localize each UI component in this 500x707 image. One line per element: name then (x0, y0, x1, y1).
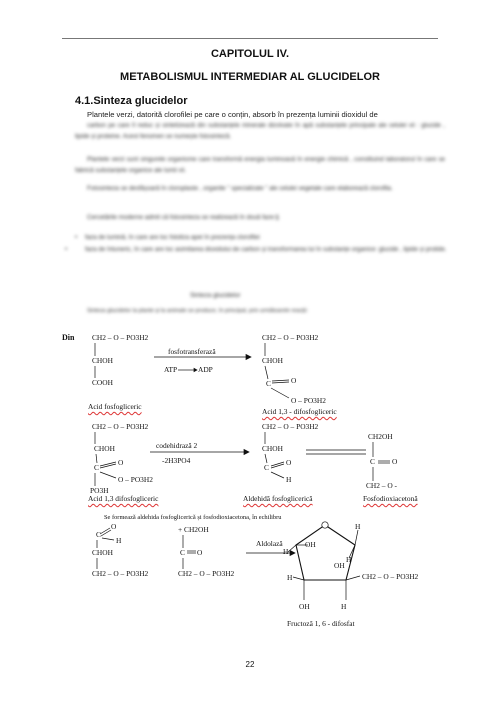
r1-right-line1: CH2 – O – PO3H2 (262, 333, 319, 342)
r3-left-c: C (96, 530, 101, 539)
ring-h-left: H (283, 547, 289, 556)
subheading: Sinteza glucidelor (190, 292, 241, 299)
r2-byproduct: -2H3PO4 (162, 456, 191, 465)
paragraph-first-line: Plantele verzi, datorită clorofilei pe care o conțin, absorb în prezența luminii dioxidul de (87, 110, 378, 119)
ring-h-inner: H (346, 555, 352, 564)
r2-left-oph: O – PO3H2 (118, 475, 153, 484)
ring-oh-left: OH (305, 540, 316, 549)
r2-mid-c: C (264, 463, 269, 472)
din-label: Din (62, 333, 75, 342)
r2-left-line2: CHOH (94, 444, 115, 453)
r1-left-line1: CH2 – O – PO3H2 (92, 333, 149, 342)
r1-right-o: O (291, 376, 297, 385)
chapter-title: METABOLISMUL INTERMEDIAR AL GLUCIDELOR (120, 71, 380, 83)
r2-enzyme: codehidrază 2 (156, 441, 198, 450)
r1-left-line3: COOH (92, 378, 113, 387)
ring-oh-bottom-left: OH (299, 602, 310, 611)
bullet-item: • faza de întuneric, în care are loc asimilarea dioxidului de carbon și transformarea lui în substanțe organice: glucide , lipide și protide. (65, 246, 447, 253)
r1-right-c: C (266, 379, 271, 388)
r3-left-o: O (111, 522, 117, 531)
r1-right-oph: O – PO3H2 (291, 396, 326, 405)
ring-h-bl: H (287, 573, 293, 582)
r2-mid-o: O (286, 458, 292, 467)
paragraph-4: Cercetările moderne admit că fotosinteza se realizează în două faze:§ (87, 214, 279, 221)
r1-right-name: Acid 1,3 - difosfogliceric (262, 407, 337, 416)
ring-h-bottom-right: H (341, 602, 347, 611)
section-heading: 4.1.Sinteza glucidelor (75, 95, 188, 107)
r2-right-ch2oh: CH2OH (368, 432, 393, 441)
r3-left-h: H (116, 536, 122, 545)
ring-ch2-sub: CH2 – O – PO3H2 (362, 572, 419, 581)
r3-plus: + CH2OH (178, 525, 209, 534)
r1-enzyme: fosfotransferază (168, 347, 216, 356)
r3-left-ch2line: CH2 – O – PO3H2 (92, 569, 149, 578)
ring-oh-inner: OH (334, 561, 345, 570)
r3-left-chohline: CHOH (92, 548, 113, 557)
r2-mid-name: Aldehidă fosfoglicerică (243, 494, 313, 503)
r2-left-o: O (118, 458, 124, 467)
r2-mid-line1: CH2 – O – PO3H2 (262, 422, 319, 431)
r1-left-name: Acid fosfogliceric (88, 402, 142, 411)
r2-right-name: Fosfodioxiacetonă (363, 494, 418, 503)
paragraph-1: carbon pe care îl reduc și sintetizează din substanțele minerale dizolvate în apă substanțele principale ale celulei vii : glucide , lipide și proteine. Acest fenomen se numește fotosinteză. (75, 122, 445, 140)
chapter-heading: CAPITOLUL IV. (210, 48, 290, 60)
r3-note: Se formează aldehida fosfoglicerică și fosfodioxiacetona, în echilibru (104, 514, 282, 521)
r3-product-name: Fructoză 1, 6 - difosfat (287, 619, 355, 628)
r1-cofactor: ATP (164, 365, 178, 374)
r2-left-c: C (94, 463, 99, 472)
paragraph-3: Fotosinteza se desfășoară în cloroplaste , organite " specializate " ale celulei vegetale care elaborează clorofila. (87, 185, 393, 192)
r2-mid-h: H (286, 475, 292, 484)
r3-enzyme: Aldolază (256, 539, 283, 548)
r2-left-po3h: PO3H (90, 486, 109, 495)
page-number: 22 (245, 660, 255, 669)
r1-right-line2: CHOH (262, 356, 283, 365)
r2-mid-line2: CHOH (262, 444, 283, 453)
r2-left-line1: CH2 – O – PO3H2 (92, 422, 149, 431)
r3-mid-ch2line: CH2 – O – PO3H2 (178, 569, 235, 578)
r2-right-o: O (392, 457, 398, 466)
r2-right-ch2o: CH2 – O - (366, 481, 397, 490)
bullet-item: • faza de lumină, în care are loc fotoliza apei în prezența clorofilei (75, 234, 260, 241)
intro-line: Sinteza glucidelor la plante și la animale se produce, în principal, prin următoarele reacții: (87, 308, 308, 314)
r2-right-c: C (370, 457, 375, 466)
ring-h-top: H (355, 522, 361, 531)
r2-left-name: Acid 1,3 difosfogliceric (88, 494, 159, 503)
r1-left-line2: CHOH (92, 356, 113, 365)
r3-mid-c: C (180, 548, 185, 557)
r1-cofactor-product: ADP (198, 365, 213, 374)
paragraph-2: Plantele verzi sunt singurele organisme care transformă energia luminoasă în energie chimică , constituind laboratorul în care se fabrică substanțele organice ale lumii vii. (75, 156, 445, 174)
r3-mid-o: O (197, 548, 203, 557)
